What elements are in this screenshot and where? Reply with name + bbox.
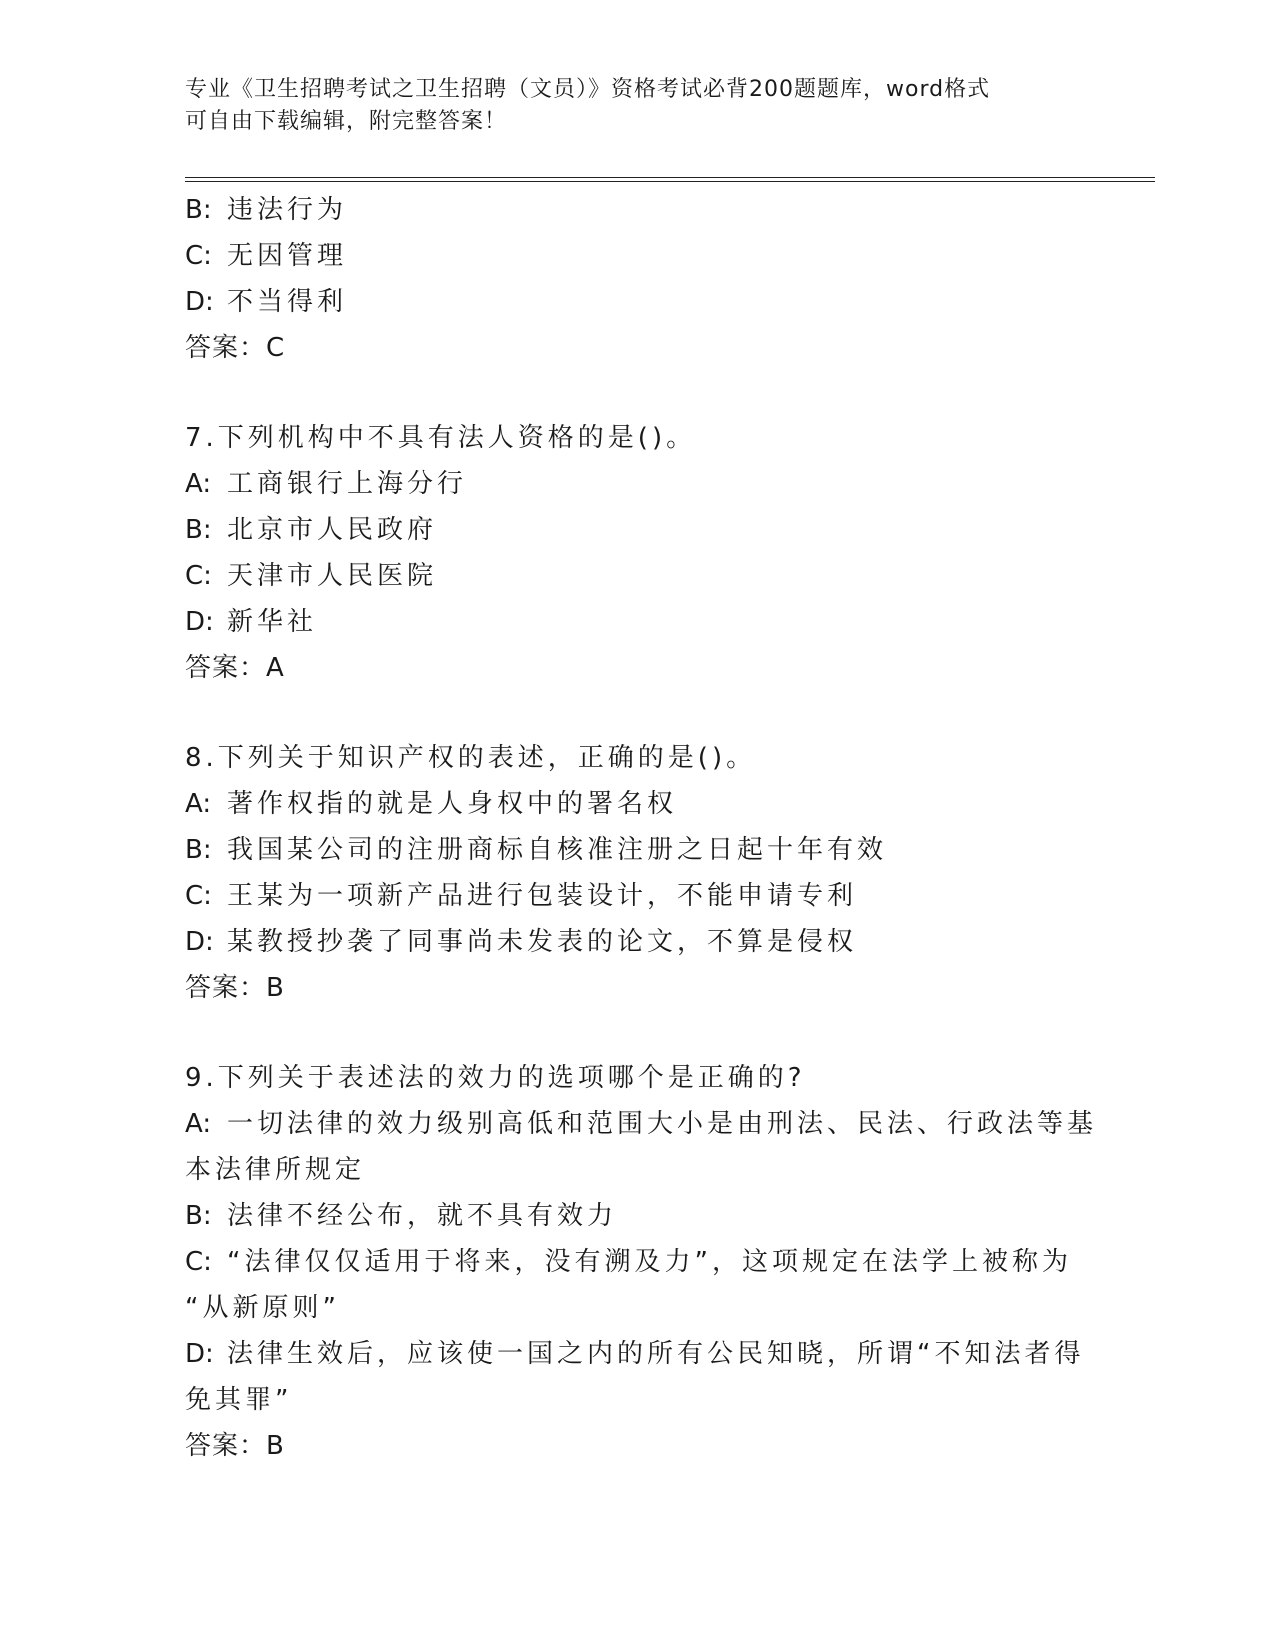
option-text: 王某为一项新产品进行包装设计，不能申请专利 <box>227 881 858 911</box>
q9-option-a-continued: 本法律所规定 <box>185 1155 366 1185</box>
q8-option-d <box>185 919 1085 965</box>
question-9-stem: 9.下列关于表述法的效力的选项哪个是正确的? <box>185 1063 806 1093</box>
option-label: C: <box>185 241 212 271</box>
option-label: C: <box>185 561 212 591</box>
q7-answer: 答案：A <box>185 653 285 683</box>
option-c <box>185 233 1085 279</box>
option-text: 某教授抄袭了同事尚未发表的论文，不算是侵权 <box>227 927 858 957</box>
answer-line: 答案：C <box>185 333 286 363</box>
option-label: D: <box>185 927 214 957</box>
option-text: 无因管理 <box>227 241 348 271</box>
option-label: B: <box>185 195 212 225</box>
option-label: B: <box>185 515 212 545</box>
document-header <box>185 74 1065 138</box>
question-8-stem: 8.下列关于知识产权的表述，正确的是()。 <box>185 743 757 773</box>
q9-answer: 答案：B <box>185 1431 285 1461</box>
option-label: B: <box>185 835 212 865</box>
option-label: A: <box>185 1109 212 1139</box>
spacer <box>185 371 1085 415</box>
header-divider-top <box>185 177 1155 178</box>
q7-option-c <box>185 553 1085 599</box>
header-title-line-1: 专业《卫生招聘考试之卫生招聘（文员）》资格考试必背200题题库，word格式 <box>185 77 991 102</box>
option-text: 我国某公司的注册商标自核准注册之日起十年有效 <box>227 835 888 865</box>
header-title-line-2: 可自由下载编辑，附完整答案！ <box>185 109 508 134</box>
option-d <box>185 279 1085 325</box>
q9-option-a <box>185 1101 1098 1147</box>
option-text: 法律不经公布，就不具有效力 <box>227 1201 618 1231</box>
q7-option-b <box>185 507 1085 553</box>
q9-option-d-continued: 免其罪” <box>185 1385 293 1415</box>
option-text: “法律仅仅适用于将来，没有溯及力”，这项规定在法学上被称为 <box>227 1247 1072 1277</box>
q8-option-b <box>185 827 1085 873</box>
option-text: 不当得利 <box>227 287 348 317</box>
option-text: 违法行为 <box>227 195 348 225</box>
q8-option-a <box>185 781 1085 827</box>
option-label: A: <box>185 469 212 499</box>
q7-option-a <box>185 461 1085 507</box>
option-label: C: <box>185 1247 212 1277</box>
option-text: 著作权指的就是人身权中的署名权 <box>227 789 678 819</box>
q9-option-d <box>185 1331 1085 1377</box>
option-label: A: <box>185 789 212 819</box>
question-content <box>185 187 1098 1469</box>
option-b <box>185 187 1085 233</box>
option-label: D: <box>185 607 214 637</box>
question-7-stem: 7.下列机构中不具有法人资格的是()。 <box>185 423 697 453</box>
option-text: 工商银行上海分行 <box>227 469 468 499</box>
option-text: 北京市人民政府 <box>227 515 438 545</box>
option-text: 新华社 <box>227 607 318 637</box>
header-divider-bottom <box>185 181 1155 182</box>
option-text: 一切法律的效力级别高低和范围大小是由刑法、民法、行政法等基 <box>227 1109 1098 1139</box>
option-label: D: <box>185 1339 214 1369</box>
spacer <box>185 691 1085 735</box>
q9-option-c <box>185 1239 1085 1285</box>
q9-option-c-continued: “从新原则” <box>185 1293 340 1323</box>
q8-option-c <box>185 873 1085 919</box>
option-text: 法律生效后，应该使一国之内的所有公民知晓，所谓“不知法者得 <box>227 1339 1085 1369</box>
q9-option-b <box>185 1193 1085 1239</box>
option-label: B: <box>185 1201 212 1231</box>
option-text: 天津市人民医院 <box>227 561 438 591</box>
q7-option-d <box>185 599 1085 645</box>
option-label: D: <box>185 287 214 317</box>
spacer <box>185 1011 1085 1055</box>
q8-answer: 答案：B <box>185 973 285 1003</box>
option-label: C: <box>185 881 212 911</box>
